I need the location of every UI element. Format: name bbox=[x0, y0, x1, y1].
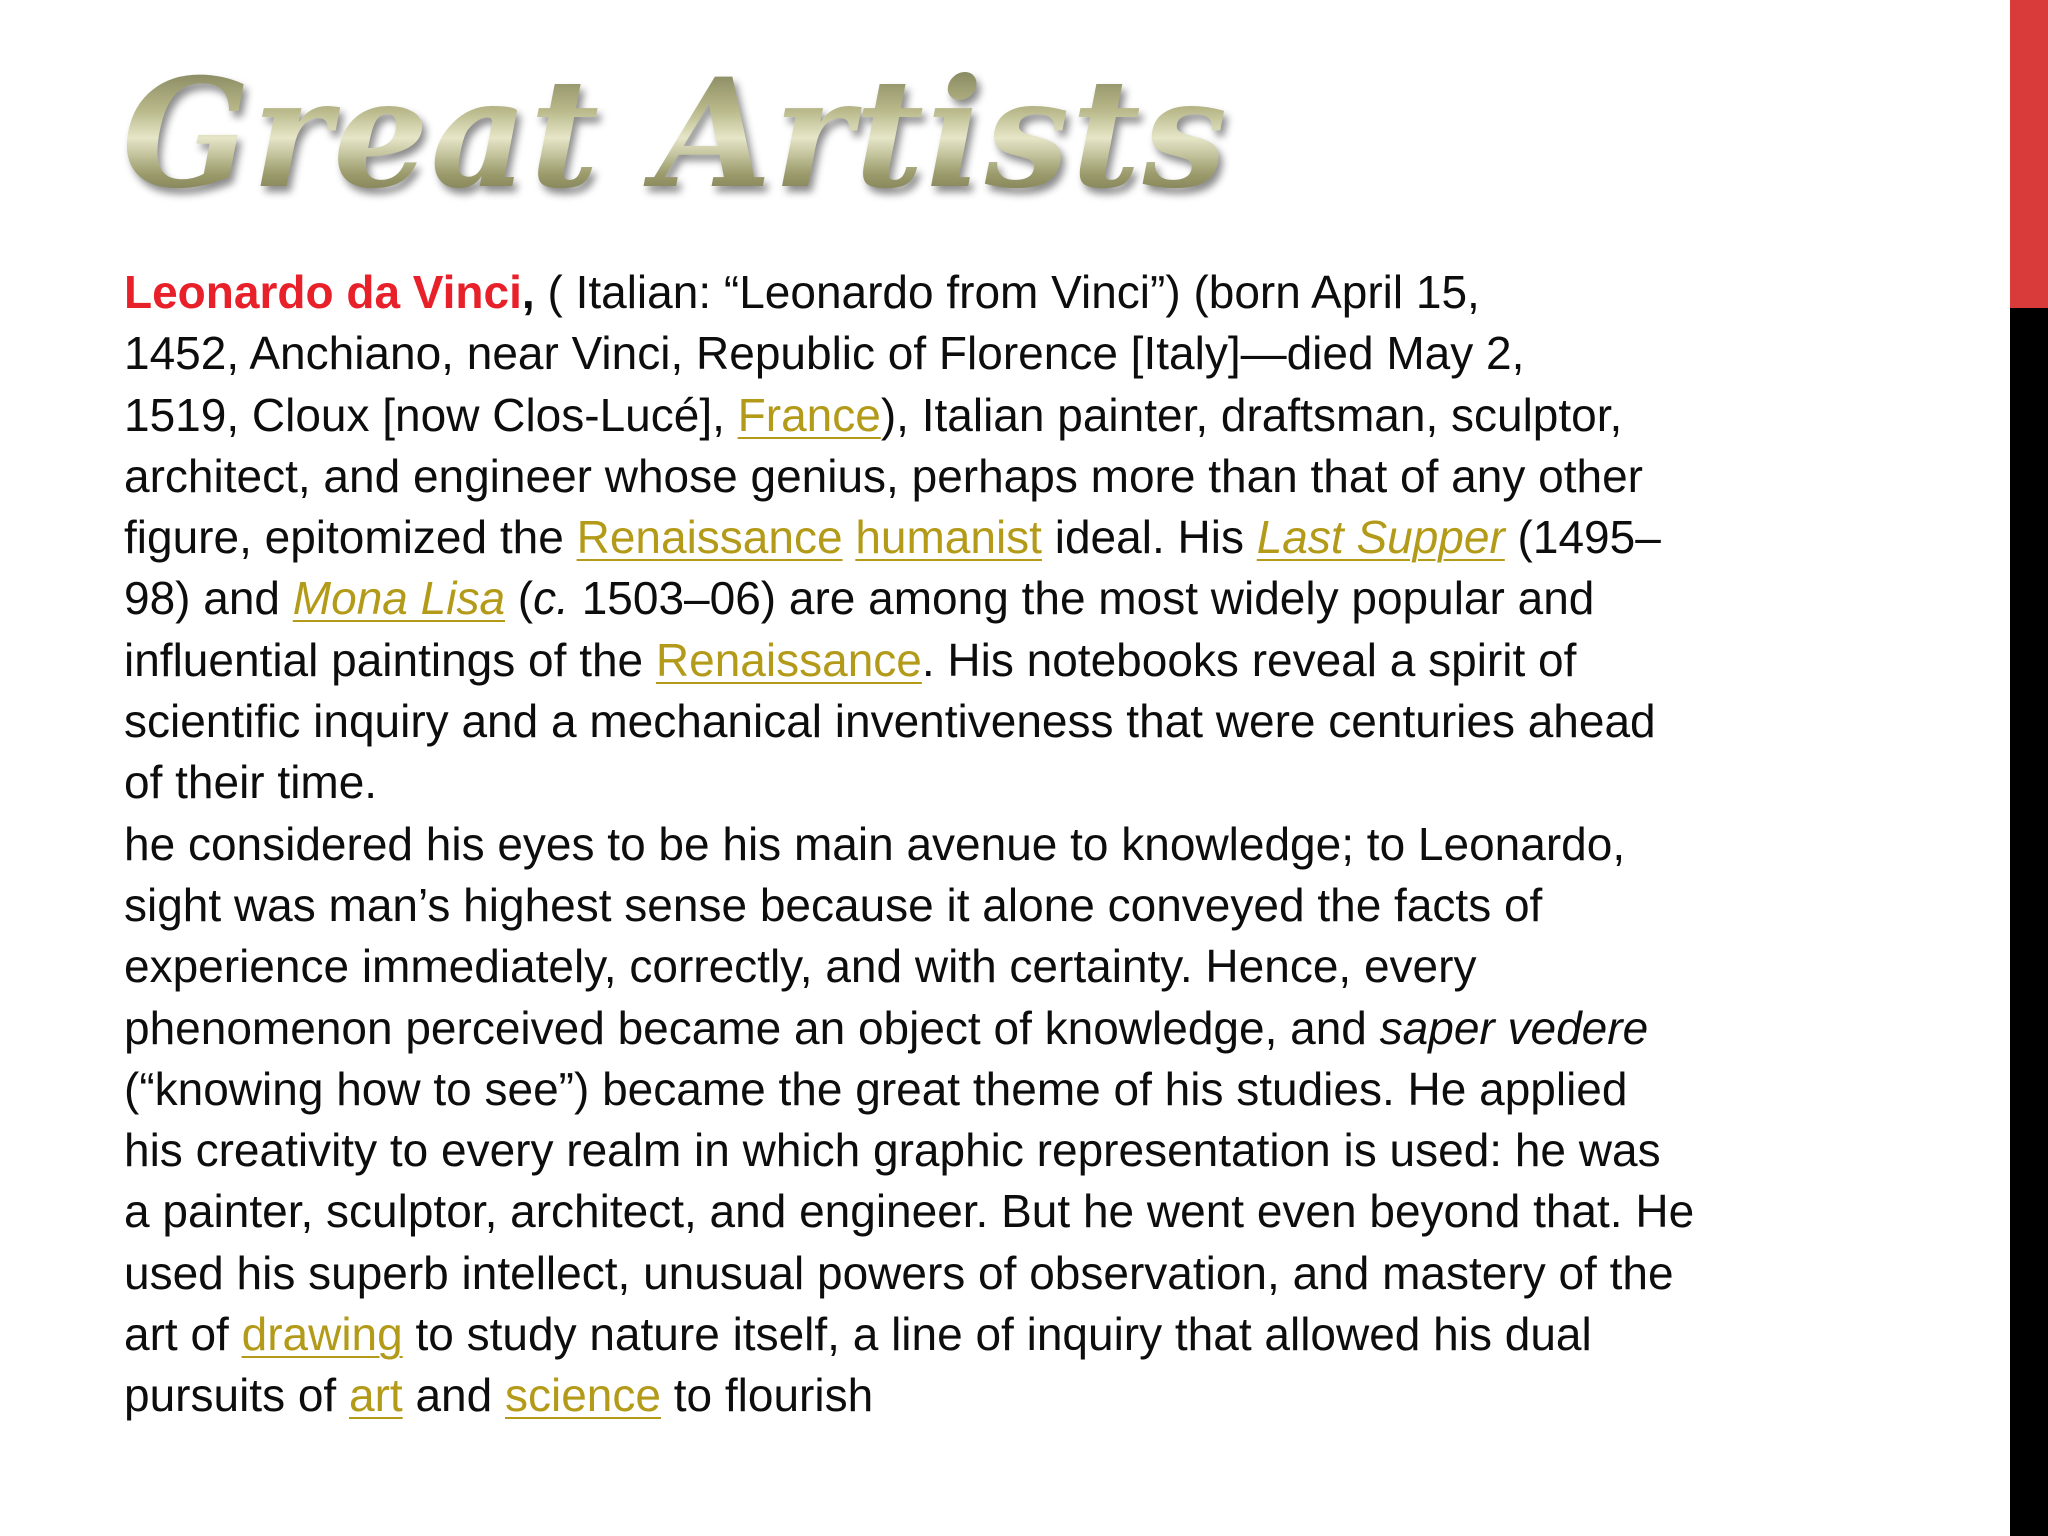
text-line bbox=[124, 1304, 1984, 1365]
link-last-supper[interactable]: Last Supper bbox=[1256, 511, 1505, 564]
text-line: his creativity to every realm in which graphic representation is used: he was bbox=[124, 1124, 1661, 1177]
text-run bbox=[843, 511, 856, 563]
text-line bbox=[124, 262, 1984, 323]
text-run: pursuits of bbox=[124, 1369, 349, 1422]
text-run: ideal. His bbox=[1041, 511, 1257, 564]
text-line bbox=[124, 1365, 1984, 1426]
text-line: of their time. bbox=[124, 756, 378, 809]
link-art[interactable]: art bbox=[349, 1369, 403, 1422]
text-run: to study nature itself, a line of inquiry that allowed his dual bbox=[402, 1308, 1592, 1361]
text-line: 1452, Anchiano, near Vinci, Republic of Florence [Italy]—died May 2, bbox=[124, 327, 1525, 380]
text-run: influential paintings of the bbox=[124, 633, 656, 686]
text-run: ( Italian: “Leonardo from Vinci”) (born April 15, bbox=[534, 266, 1480, 318]
text-run: , bbox=[521, 266, 535, 318]
text-run: 1503–06) are among the most widely popular and bbox=[568, 572, 1595, 625]
text-run: ( bbox=[505, 572, 534, 625]
text-run: . His notebooks reveal a spirit of bbox=[921, 633, 1577, 686]
text-line: a painter, sculptor, architect, and engineer. But he went even beyond that. He bbox=[124, 1185, 1695, 1238]
link-humanist[interactable]: humanist bbox=[855, 511, 1042, 564]
text-line: architect, and engineer whose genius, perhaps more than that of any other bbox=[124, 449, 1643, 502]
text-line bbox=[124, 998, 1984, 1059]
link-renaissance-2[interactable]: Renaissance bbox=[655, 633, 922, 686]
link-mona-lisa[interactable]: Mona Lisa bbox=[292, 572, 506, 625]
text-line: experience immediately, correctly, and with certainty. Hence, every bbox=[124, 940, 1477, 993]
text-run: ), Italian painter, draftsman, sculptor, bbox=[880, 388, 1623, 441]
text-run: to flourish bbox=[660, 1369, 874, 1422]
link-france[interactable]: France bbox=[737, 388, 881, 441]
link-science[interactable]: science bbox=[505, 1369, 661, 1422]
text-line bbox=[124, 630, 1984, 691]
text-run: art of bbox=[124, 1308, 242, 1361]
link-renaissance[interactable]: Renaissance bbox=[576, 511, 843, 564]
slide-body-text bbox=[124, 262, 1984, 1427]
text-line: (“knowing how to see”) became the great theme of his studies. He applied bbox=[124, 1062, 1628, 1115]
text-run: figure, epitomized the bbox=[124, 511, 577, 564]
right-side-bar-accent bbox=[2010, 0, 2048, 308]
slide-title: Great Artists bbox=[122, 34, 1229, 234]
text-run: 98) and bbox=[124, 572, 293, 625]
text-line bbox=[124, 568, 1984, 629]
link-drawing[interactable]: drawing bbox=[241, 1308, 403, 1361]
text-line: sight was man’s highest sense because it alone conveyed the facts of bbox=[124, 878, 1543, 931]
text-run-italic: saper vedere bbox=[1379, 1001, 1649, 1054]
text-line: used his superb intellect, unusual powers of observation, and mastery of the bbox=[124, 1246, 1674, 1299]
text-run: phenomenon perceived became an object of knowledge, and bbox=[124, 1001, 1380, 1054]
text-run: (1495– bbox=[1504, 511, 1661, 564]
right-side-bar bbox=[2010, 0, 2048, 1536]
text-run: and bbox=[402, 1369, 505, 1422]
text-run: 1519, Cloux [now Clos-Lucé], bbox=[124, 388, 738, 441]
text-run-italic: c. bbox=[533, 572, 569, 625]
text-line: scientific inquiry and a mechanical inventiveness that were centuries ahead bbox=[124, 695, 1656, 748]
text-line bbox=[124, 507, 1984, 568]
text-line bbox=[124, 385, 1984, 446]
text-line: he considered his eyes to be his main avenue to knowledge; to Leonardo, bbox=[124, 817, 1626, 870]
artist-name: Leonardo da Vinci bbox=[124, 266, 522, 318]
